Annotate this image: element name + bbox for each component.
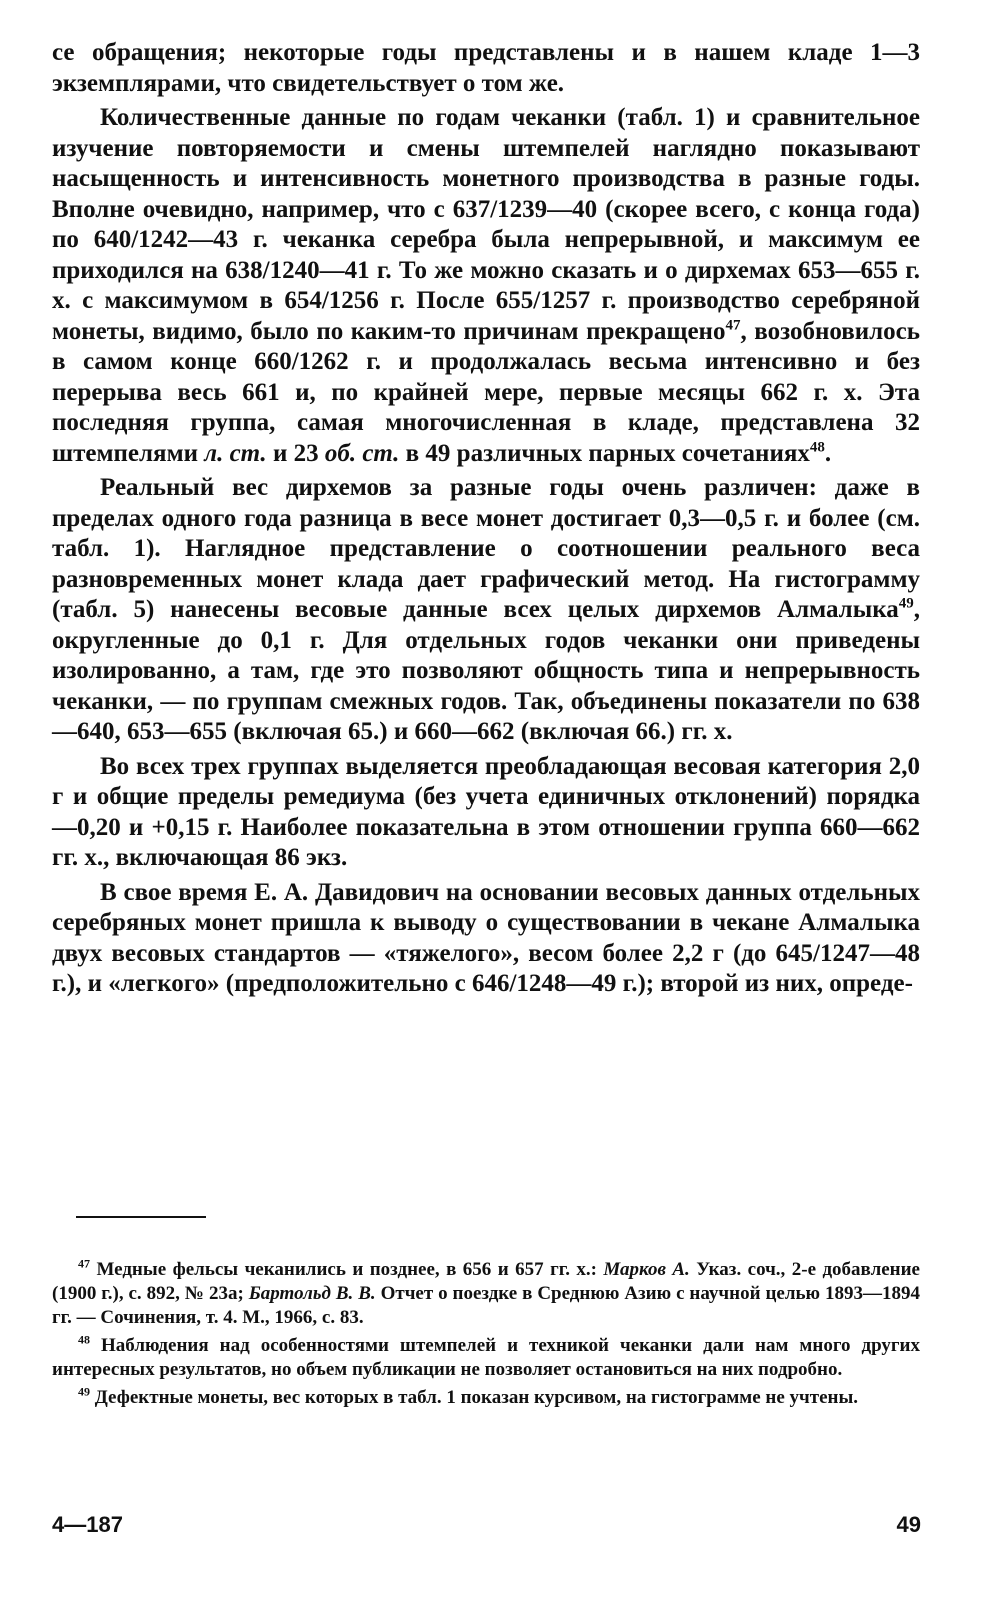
printer-signature: 4—187 [52, 1512, 123, 1537]
footnote-49-text: Дефектные монеты, вес которых в табл. 1 показан курсивом, на гистограмме не учтены. [90, 1387, 859, 1408]
footnote-ref-48[interactable]: 48 [809, 439, 825, 456]
paragraph-5-text: В свое время Е. А. Давидович на основании весовых данных отдельных серебряных монет пришла к выводу о существовании в чекане Алмалыка двух весовых стандартов — «тяжелого», весом более 2,2 г (до 645/1247—48 г.), и «легкого» (предположительно с 646/1248—49 г.); второй из них, опреде- [52, 878, 920, 997]
paragraph-2-text-a: Количественные данные по годам чеканки (табл. 1) и сравнительное изучение повторяемости и смены штемпелей наглядно показывают насыщенность и интенсивность монетного производства в разные годы. Вполне очевидно, например, что с 637/1239—40 (скорее всего, с конца года) по 640/1242—43 г. чеканка серебра была непрерывной, и максимум ее приходился на 638/1240—41 г. То же можно сказать и о дирхемах 653—655 г. х. с максимумом в 654/1256 г. После 655/1257 г. производство серебряной монеты, видимо, было по каким-то причинам прекращено [52, 104, 920, 345]
paragraph-1 [52, 38, 920, 99]
footnote-48 [52, 1334, 920, 1382]
paragraph-4-text: Во всех трех группах выделяется преобладающая весовая категория 2,0 г и общие пределы ремедиума (без учета единичных отклонений) порядка —0,20 и +0,15 г. Наиболее показательна в этом отношении группа 660—662 гг. х., включающая 86 экз. [52, 752, 920, 871]
footnote-49 [52, 1386, 920, 1410]
footnote-47-author-1: Марков А. [603, 1259, 690, 1280]
footnote-separator [76, 1216, 206, 1218]
footnote-48-text: Наблюдения над особенностями штемпелей и техникой чеканки дали нам много других интересных результатов, но объем публикации не позволяет остановиться на них подробно. [52, 1335, 920, 1380]
paragraph-3-text-b: , округленные до 0,1 г. Для отдельных годов чеканки они приведены изолированно, а там, где это позволяют общность типа и непрерывность чеканки, — по группам смежных годов. Так, объединены показатели по 638—640, 653—655 (включая 65.) и 660—662 (включая 66.) гг. х. [52, 596, 920, 745]
italic-os: об. ст. [324, 439, 400, 467]
italic-ls: л. ст. [204, 439, 267, 467]
paragraph-2-text-e: . [824, 439, 832, 467]
main-text [52, 38, 920, 1000]
paragraph-2-text-b: , возобновилось в самом конце 660/1262 г. и продолжалась весьма интенсивно и без перерыва весь 661 и, по крайней мере, первые месяцы 662 г. х. Эта последняя группа, самая многочисленная в кладе, представлена 32 штемпелями [52, 317, 921, 467]
footnote-ref-49[interactable]: 49 [898, 595, 914, 612]
paragraph-4 [52, 752, 920, 874]
paragraph-2-text-c: и 23 [266, 439, 325, 467]
footnote-ref-47[interactable]: 47 [725, 317, 741, 334]
paragraph-3-text-a: Реальный вес дирхемов за разные годы очень различен: даже в пределах одного года разница в весе монет достигает 0,3—0,5 г. и более (см. табл. 1). Наглядное представление о соотношении реального веса разновременных монет клада дает графический метод. На гистограмму (табл. 5) нанесены весовые данные всех целых дирхемов Алмалыка [52, 474, 920, 623]
footnote-49-number: 49 [78, 1384, 90, 1399]
footnote-47-author-2: Бартольд В. В. [248, 1283, 376, 1304]
footnotes [52, 1258, 920, 1410]
footnote-47-text-3: Отчет о поездке в Среднюю Азию с научной целью 1893—1894 гг. — Сочинения, т. 4. М., 1966, с. 83. [52, 1283, 920, 1328]
footnote-47 [52, 1258, 920, 1330]
footnote-47-text-1: Медные фельсы чеканились и позднее, в 656 и 657 гг. х.: [90, 1259, 604, 1280]
paragraph-2 [52, 103, 920, 469]
paragraph-2-text-d: в 49 различных парных сочетаниях [399, 439, 810, 467]
paragraph-5 [52, 878, 920, 1000]
paragraph-3 [52, 473, 920, 748]
page-number: 49 [896, 1512, 921, 1537]
footnote-47-number: 47 [78, 1256, 90, 1271]
footnote-47-text-2: Указ. соч., 2-е добавление (1900 г.), с. 892, № 23а; [52, 1259, 920, 1304]
footnote-48-number: 48 [78, 1332, 90, 1347]
paragraph-1-text: се обращения; некоторые годы представлены и в нашем кладе 1—3 экземплярами, что свидетельствует о том же. [52, 39, 920, 97]
